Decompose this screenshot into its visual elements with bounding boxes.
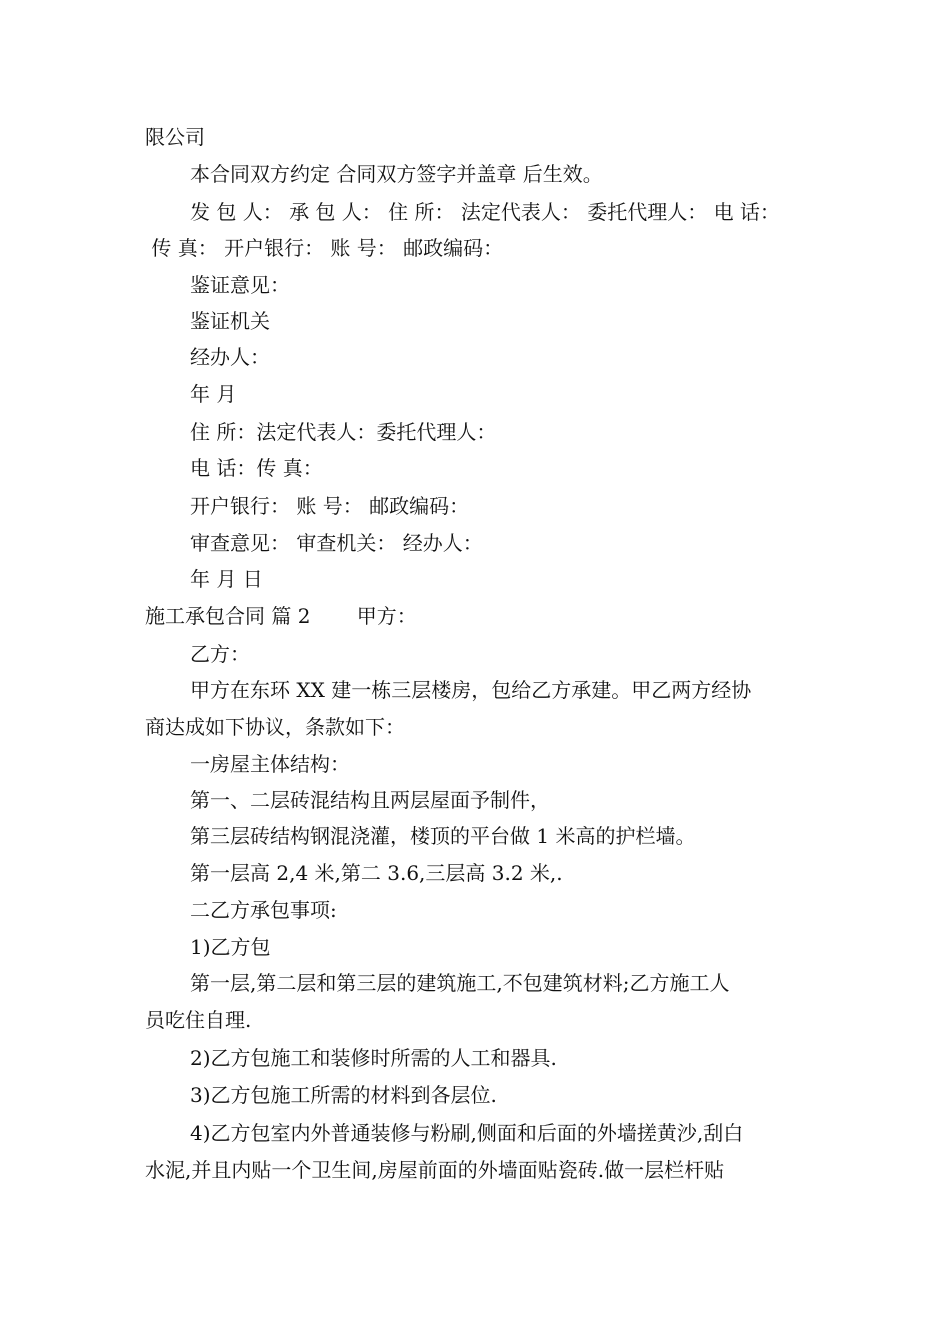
text-line: 第三层砖结构钢混浇灌，楼顶的平台做 1 米高的护栏墙。 — [190, 824, 696, 848]
text-line: 住 所：法定代表人：委托代理人： — [190, 420, 497, 444]
text-line: 本合同双方约定 合同双方签字并盖章 后生效。 — [190, 162, 603, 186]
text-line: 2)乙方包施工和装修时所需的人工和器具. — [190, 1046, 557, 1070]
text-line: 年 月 — [190, 382, 237, 406]
text-line: 鉴证机关 — [190, 309, 270, 333]
section-heading: 施工承包合同 篇 2 甲方： — [145, 604, 417, 628]
text-line: 第一、二层砖混结构且两层屋面予制件， — [190, 788, 550, 812]
text-line: 甲方在东环 XX 建一栋三层楼房，包给乙方承建。甲乙两方经协 — [190, 678, 752, 702]
text-line: 年 月 日 — [190, 567, 263, 591]
text-line: 1)乙方包 — [190, 935, 271, 959]
text-line: 传 真： 开户银行： 账 号： 邮政编码： — [145, 236, 504, 260]
text-line: 一房屋主体结构： — [190, 752, 350, 776]
text-line: 员吃住自理. — [145, 1008, 252, 1032]
text-line: 3)乙方包施工所需的材料到各层位. — [190, 1083, 497, 1107]
text-line: 4)乙方包室内外普通装修与粉刷,侧面和后面的外墙搓黄沙,刮白 — [190, 1121, 744, 1145]
text-line: 商达成如下协议，条款如下： — [145, 715, 405, 739]
text-line: 开户银行： 账 号： 邮政编码： — [190, 494, 470, 518]
text-line: 第一层高 2,4 米,第二 3.6,三层高 3.2 米,. — [190, 861, 563, 885]
text-line: 限公司 — [145, 125, 205, 149]
text-line: 水泥,并且内贴一个卫生间,房屋前面的外墙面贴瓷砖.做一层栏杆贴 — [145, 1158, 725, 1182]
text-line: 发 包 人： 承 包 人： 住 所： 法定代表人： 委托代理人： 电 话： — [190, 200, 780, 224]
text-line: 二乙方承包事项: — [190, 898, 337, 922]
text-line: 审查意见： 审查机关： 经办人： — [190, 531, 483, 555]
text-line: 乙方： — [190, 642, 250, 666]
text-line: 经办人： — [190, 345, 270, 369]
text-line: 第一层,第二层和第三层的建筑施工,不包建筑材料;乙方施工人 — [190, 971, 730, 995]
text-line: 电 话：传 真： — [190, 456, 323, 480]
text-line: 鉴证意见： — [190, 273, 290, 297]
